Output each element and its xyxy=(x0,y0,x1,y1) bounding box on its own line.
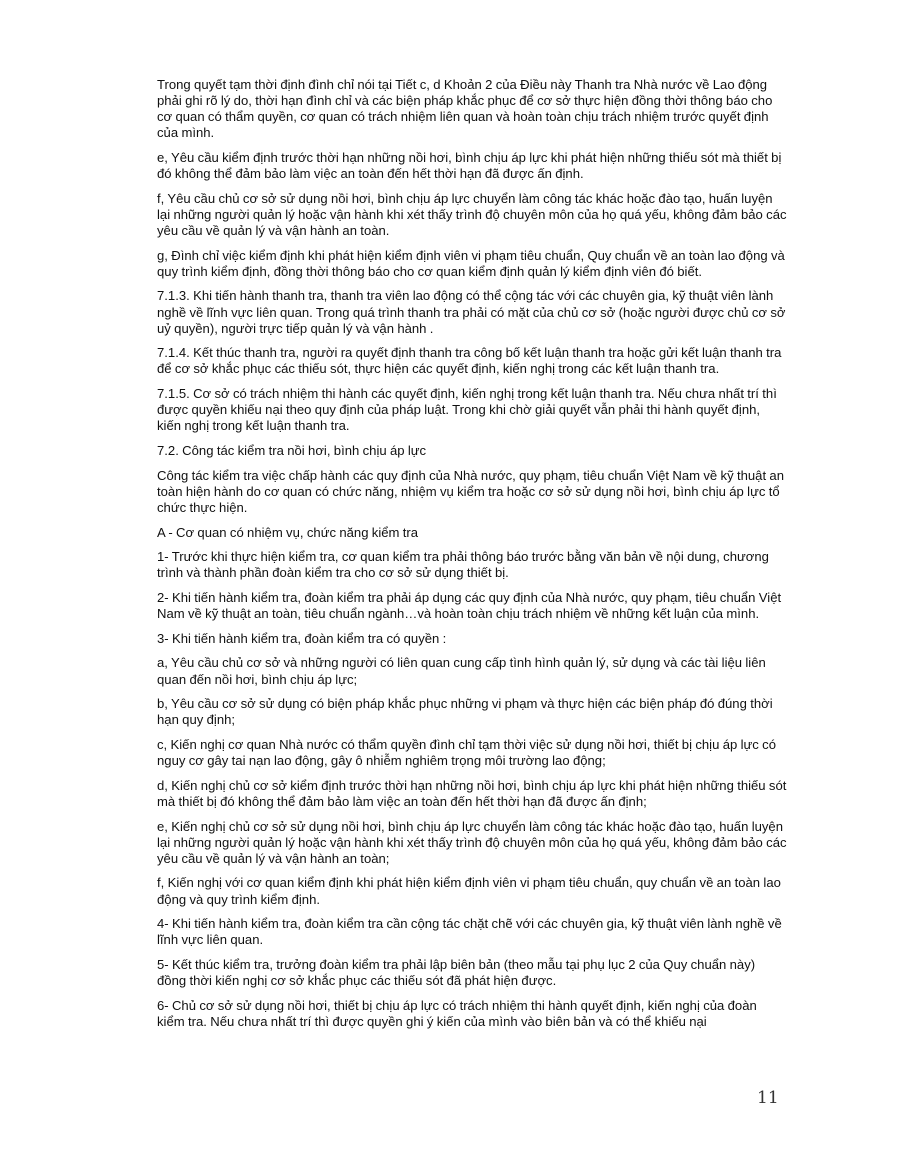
paragraph: g, Đình chỉ việc kiểm định khi phát hiện kiểm định viên vi phạm tiêu chuẩn, Quy chuẩn về an toàn lao động và quy trình kiểm định, đồng thời thông báo cho cơ quan kiểm định quản lý kiểm định viên đó biết. xyxy=(157,247,785,279)
paragraph: 1- Trước khi thực hiện kiểm tra, cơ quan kiểm tra phải thông báo trước bằng văn bản về nội dung, chương trình và thành phần đoàn kiểm tra cho cơ sở sử dụng thiết bị. xyxy=(157,549,769,581)
paragraph: f, Yêu cầu chủ cơ sở sử dụng nồi hơi, bình chịu áp lực chuyển làm công tác khác hoặc đào tạo, huấn luyện lại những người quản lý hoặc vận hành khi xét thấy trình độ chuyên môn của họ quá yếu, không đảm bảo các yêu cầu về quản lý và vận hành an toàn. xyxy=(157,190,787,238)
paragraph: 4- Khi tiến hành kiểm tra, đoàn kiểm tra cần cộng tác chặt chẽ với các chuyên gia, kỹ thuật viên lành nghề về lĩnh vực liên quan. xyxy=(157,916,782,948)
paragraph: 7.1.4. Kết thúc thanh tra, người ra quyết định thanh tra công bố kết luận thanh tra hoặc gửi kết luận thanh tra để cơ sở khắc phục các thiếu sót, thực hiện các quyết định, kiến nghị trong các kết luận thanh tra. xyxy=(157,345,782,377)
paragraph: 6- Chủ cơ sở sử dụng nồi hơi, thiết bị chịu áp lực có trách nhiệm thi hành quyết định, kiến nghị của đoàn kiểm tra. Nếu chưa nhất trí thì được quyền ghi ý kiến của mình vào biên bản và có thể khiếu nại xyxy=(157,997,757,1029)
paragraph: f, Kiến nghị với cơ quan kiểm định khi phát hiện kiểm định viên vi phạm tiêu chuẩn, quy chuẩn về an toàn lao động và quy trình kiểm định. xyxy=(157,875,781,907)
paragraph: Trong quyết tạm thời định đình chỉ nói tại Tiết c, d Khoản 2 của Điều này Thanh tra Nhà nước về Lao động phải ghi rõ lý do, thời hạn đình chỉ và các biện pháp khắc phục để cơ sở thực hiện đồng thời thông báo cho cơ quan có thẩm quyền, cơ quan có trách nhiệm liên quan và hoàn toàn chịu trách nhiệm trước quyết định của mình. xyxy=(157,77,773,141)
paragraph: d, Kiến nghị chủ cơ sở kiểm định trước thời hạn những nồi hơi, bình chịu áp lực khi phát hiện những thiếu sót mà thiết bị đó không thể đảm bảo làm việc an toàn đến hết thời hạn đã được ấn định; xyxy=(157,777,787,809)
section-heading: 7.2. Công tác kiểm tra nồi hơi, bình chịu áp lực xyxy=(157,442,427,458)
paragraph: 7.1.5. Cơ sở có trách nhiệm thi hành các quyết định, kiến nghị trong kết luận thanh tra. Nếu chưa nhất trí thì được quyền khiếu nại theo quy định của pháp luật. Trong khi chờ giải quyết vẫn phải thi hành quyết định, kiến nghị trong kết luận thanh tra. xyxy=(157,386,777,434)
paragraph: e, Kiến nghị chủ cơ sở sử dụng nồi hơi, bình chịu áp lực chuyển làm công tác khác hoặc đào tạo, huấn luyện lại những người quản lý hoặc vận hành khi xét thấy trình độ chuyên môn của họ quá yếu, không đảm bảo các yêu cầu về quản lý và vận hành an toàn; xyxy=(157,818,787,866)
document-body xyxy=(157,77,787,1039)
paragraph: 5- Kết thúc kiểm tra, trưởng đoàn kiểm tra phải lập biên bản (theo mẫu tại phụ lục 2 của Quy chuẩn này) đồng thời kiến nghị cơ sở khắc phục các thiếu sót đã phát hiện được. xyxy=(157,957,756,989)
subsection-heading: A - Cơ quan có nhiệm vụ, chức năng kiểm tra xyxy=(157,524,419,540)
paragraph: a, Yêu cầu chủ cơ sở và những người có liên quan cung cấp tình hình quản lý, sử dụng và các tài liệu liên quan đến nồi hơi, bình chịu áp lực; xyxy=(157,655,766,687)
paragraph: Công tác kiểm tra việc chấp hành các quy định của Nhà nước, quy phạm, tiêu chuẩn Việt Nam về kỹ thuật an toàn hiện hành do cơ quan có chức năng, nhiệm vụ kiểm tra hoặc cơ sở sử dụng nồi hơi, bình chịu áp lực tổ chức thực hiện. xyxy=(157,467,784,515)
paragraph: 7.1.3. Khi tiến hành thanh tra, thanh tra viên lao động có thể cộng tác với các chuyên gia, kỹ thuật viên lành nghề về lĩnh vực liên quan. Trong quá trình thanh tra phải có mặt của chủ cơ sở (hoặc người được chủ cơ sở uỷ quyền), người trực tiếp quản lý và vận hành . xyxy=(157,288,786,336)
paragraph: 2- Khi tiến hành kiểm tra, đoàn kiểm tra phải áp dụng các quy định của Nhà nước, quy phạm, tiêu chuẩn Việt Nam về kỹ thuật an toàn, tiêu chuẩn ngành…và hoàn toàn chịu trách nhiệm về những kết luận của mình. xyxy=(157,589,782,622)
paragraph: b, Yêu cầu cơ sở sử dụng có biện pháp khắc phục những vi phạm và thực hiện các biện pháp đó đúng thời hạn quy định; xyxy=(157,696,773,728)
page-number: 11 xyxy=(757,1088,779,1108)
paragraph: 3- Khi tiến hành kiểm tra, đoàn kiểm tra có quyền : xyxy=(157,630,447,646)
paragraph: c, Kiến nghị cơ quan Nhà nước có thẩm quyền đình chỉ tạm thời việc sử dụng nồi hơi, thiết bị chịu áp lực có nguy cơ gây tai nạn lao động, gây ô nhiễm nghiêm trọng môi trường lao động; xyxy=(157,737,776,769)
paragraph: e, Yêu cầu kiểm định trước thời hạn những nồi hơi, bình chịu áp lực khi phát hiện những thiếu sót mà thiết bị đó không thể đảm bảo làm việc an toàn đến hết thời hạn đã được ấn định. xyxy=(157,149,782,182)
